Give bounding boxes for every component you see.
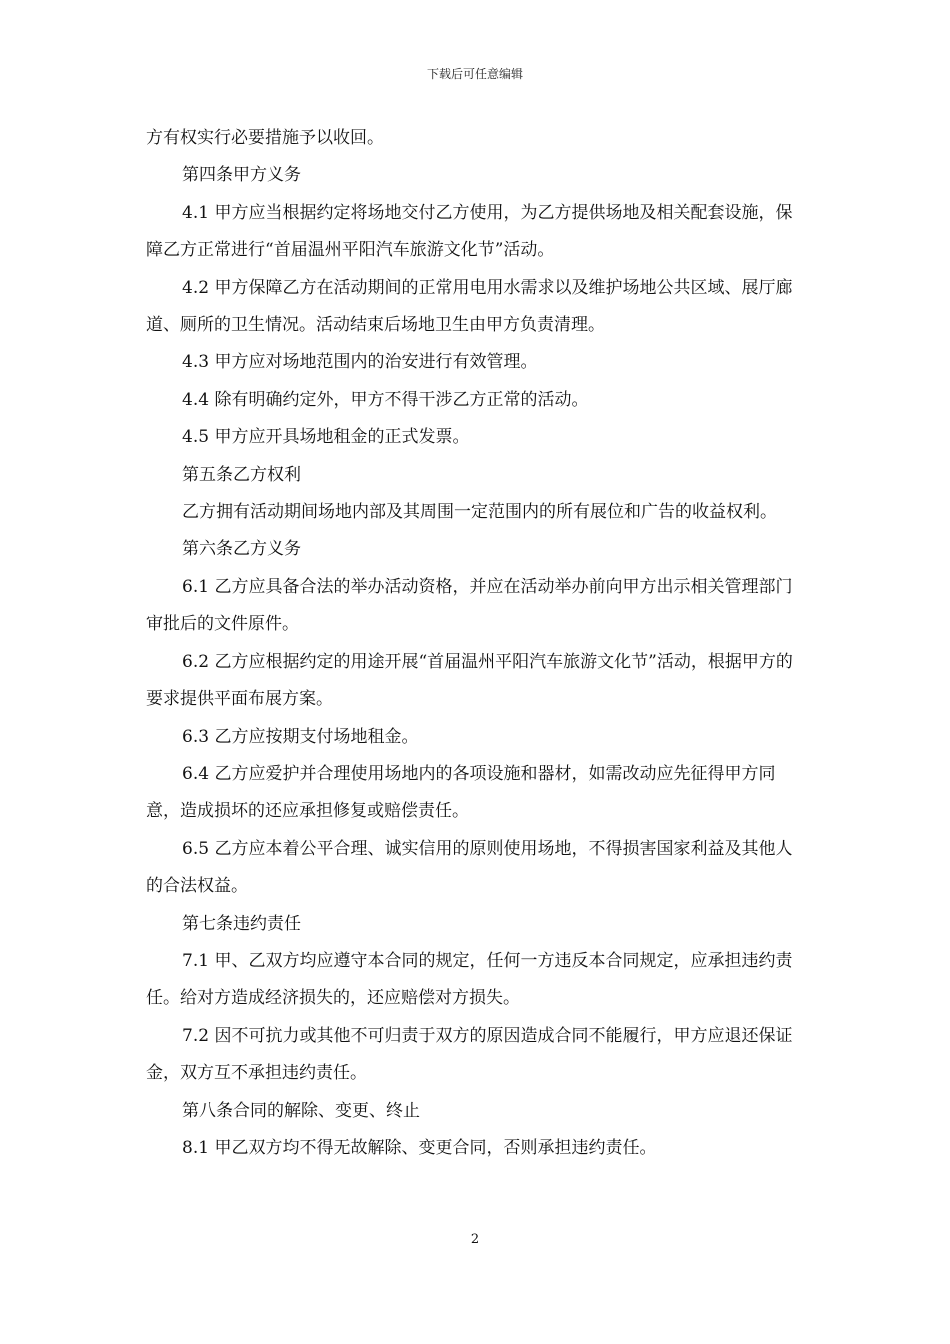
paragraph: 6.4 乙方应爱护并合理使用场地内的各项设施和器材，如需改动应先征得甲方同意，造成损坏的还应承担修复或赔偿责任。: [146, 763, 776, 822]
paragraph: 6.5 乙方应本着公平合理、诚实信用的原则使用场地，不得损害国家利益及其他人的合法权益。: [146, 838, 793, 897]
section-heading-4: 第四条甲方义务: [182, 165, 301, 186]
paragraph: 4.3 甲方应对场地范围内的治安进行有效管理。: [182, 352, 538, 373]
paragraph: 方有权实行必要措施予以收回。: [146, 128, 384, 148]
paragraph: 6.2 乙方应根据约定的用途开展“首届温州平阳汽车旅游文化节”活动，根据甲方的要求提供平面布展方案。: [146, 651, 793, 710]
paragraph: 7.2 因不可抗力或其他不可归责于双方的原因造成合同不能履行，甲方应退还保证金，双方互不承担违约责任。: [146, 1025, 793, 1084]
paragraph: 4.5 甲方应开具场地租金的正式发票。: [182, 427, 470, 448]
paragraph: 6.1 乙方应具备合法的举办活动资格，并应在活动举办前向甲方出示相关管理部门审批后的文件原件。: [146, 576, 793, 635]
paragraph: 4.4 除有明确约定外，甲方不得干涉乙方正常的活动。: [182, 389, 589, 410]
paragraph: 8.1 甲乙双方均不得无故解除、变更合同，否则承担违约责任。: [182, 1137, 657, 1158]
paragraph: 4.2 甲方保障乙方在活动期间的正常用电用水需求以及维护场地公共区域、展厅廊道、厕所的卫生情况。活动结束后场地卫生由甲方负责清理。: [146, 277, 793, 336]
paragraph: 4.1 甲方应当根据约定将场地交付乙方使用，为乙方提供场地及相关配套设施，保障乙方正常进行“首届温州平阳汽车旅游文化节”活动。: [146, 202, 793, 261]
paragraph: 6.3 乙方应按期支付场地租金。: [182, 726, 419, 747]
section-heading-5: 第五条乙方权利: [182, 464, 301, 485]
page-number: 2: [470, 1232, 480, 1247]
paragraph: 7.1 甲、乙双方均应遵守本合同的规定，任何一方违反本合同规定，应承担违约责任。给对方造成经济损失的，还应赔偿对方损失。: [146, 950, 793, 1009]
section-heading-7: 第七条违约责任: [182, 913, 301, 934]
page-header: 下载后可任意编辑: [426, 67, 523, 81]
paragraph: 乙方拥有活动期间场地内部及其周围一定范围内的所有展位和广告的收益权利。: [182, 502, 777, 523]
section-heading-6: 第六条乙方义务: [182, 539, 301, 560]
section-heading-8: 第八条合同的解除、变更、终止: [182, 1100, 420, 1121]
document-body: [146, 120, 808, 1167]
